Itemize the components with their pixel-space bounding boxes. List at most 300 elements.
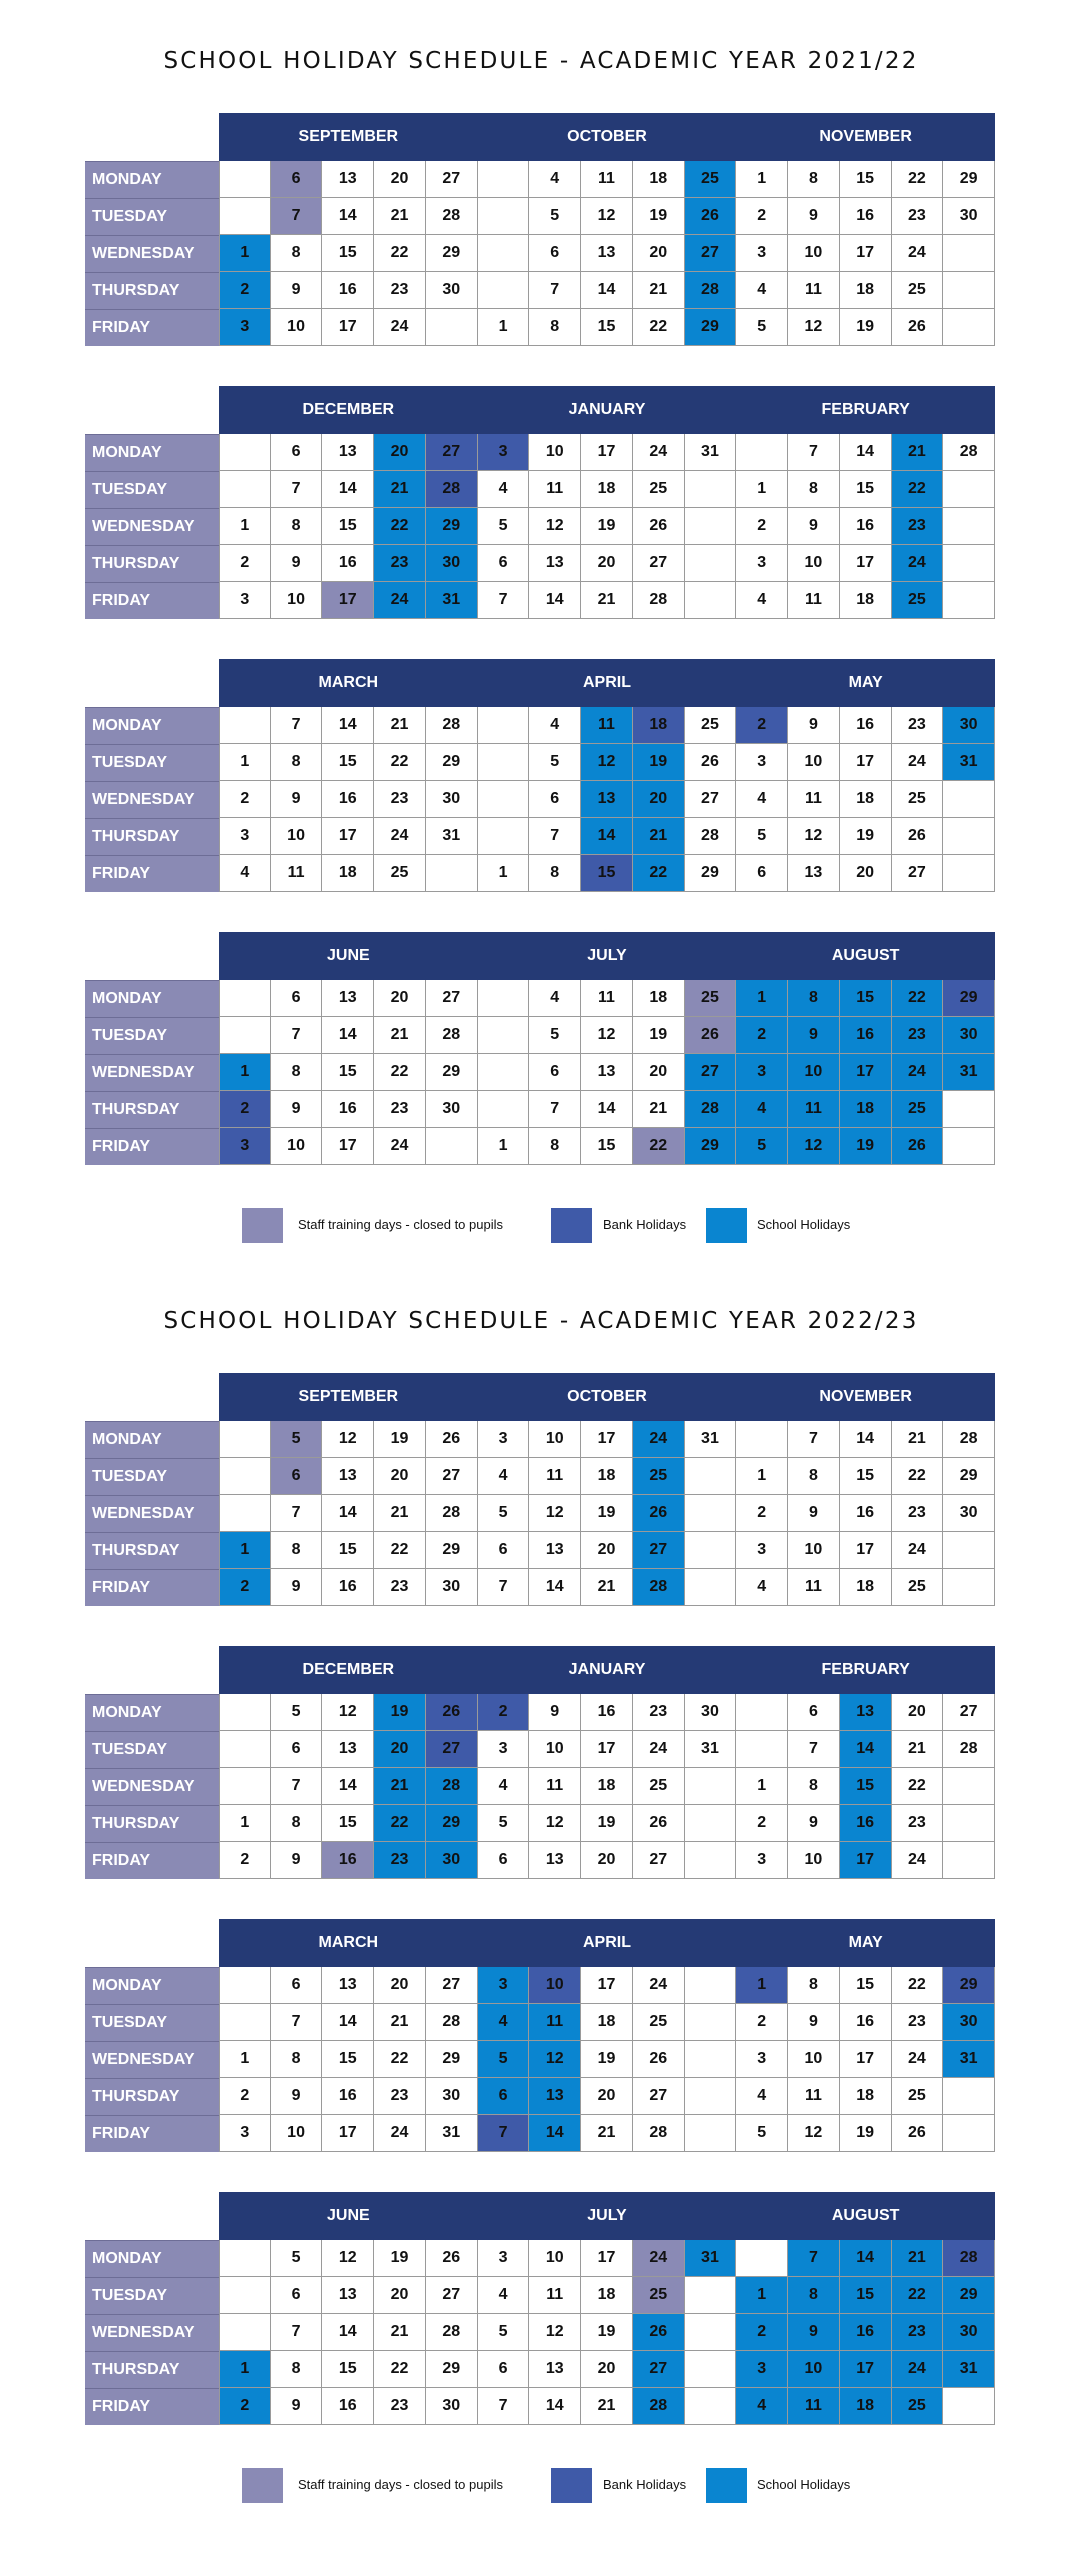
date-cell: 26 <box>633 2041 685 2078</box>
month-header: MAY <box>736 659 995 707</box>
date-cell: 13 <box>840 1694 892 1731</box>
date-cell: 16 <box>322 781 374 818</box>
date-cell <box>736 1731 788 1768</box>
date-cell: 7 <box>271 198 323 235</box>
date-cell: 24 <box>374 309 426 346</box>
calendar-table <box>85 386 995 620</box>
month-header: JANUARY <box>478 386 737 434</box>
academic-year-1 <box>0 0 1082 1260</box>
date-cell: 1 <box>736 1768 788 1805</box>
weekday-label: WEDNESDAY <box>85 1054 219 1091</box>
date-cell: 30 <box>943 707 995 744</box>
date-cell <box>685 1768 737 1805</box>
date-cell: 27 <box>685 781 737 818</box>
month-header: FEBRUARY <box>736 386 995 434</box>
date-cell: 17 <box>322 1128 374 1165</box>
date-cell: 10 <box>529 1967 581 2004</box>
date-cell: 27 <box>426 1967 478 2004</box>
date-cell: 30 <box>943 198 995 235</box>
date-cell: 7 <box>529 272 581 309</box>
date-cell: 8 <box>788 1967 840 2004</box>
date-cell: 29 <box>943 980 995 1017</box>
date-cell: 5 <box>529 198 581 235</box>
date-cell <box>943 2078 995 2115</box>
date-cell: 18 <box>840 2388 892 2425</box>
date-cell <box>943 309 995 346</box>
date-cell: 15 <box>322 508 374 545</box>
date-cell: 10 <box>529 1421 581 1458</box>
date-cell: 11 <box>788 272 840 309</box>
date-cell: 24 <box>633 434 685 471</box>
date-cell: 6 <box>271 161 323 198</box>
date-cell: 27 <box>943 1694 995 1731</box>
date-cell <box>219 2004 271 2041</box>
date-cell <box>219 2314 271 2351</box>
date-cell: 18 <box>633 707 685 744</box>
date-cell: 27 <box>633 545 685 582</box>
date-cell: 21 <box>374 2314 426 2351</box>
date-cell: 23 <box>374 1842 426 1879</box>
date-cell: 21 <box>374 1768 426 1805</box>
date-cell: 10 <box>788 2351 840 2388</box>
calendar-table <box>85 2192 995 2426</box>
date-cell: 14 <box>529 2388 581 2425</box>
date-cell: 19 <box>581 2041 633 2078</box>
date-cell: 17 <box>840 744 892 781</box>
date-cell: 2 <box>736 508 788 545</box>
date-cell: 4 <box>736 272 788 309</box>
date-cell: 24 <box>633 1421 685 1458</box>
date-cell: 1 <box>478 855 530 892</box>
date-cell: 12 <box>529 1495 581 1532</box>
date-cell: 29 <box>685 1128 737 1165</box>
date-cell <box>478 818 530 855</box>
date-cell: 22 <box>633 309 685 346</box>
date-cell: 22 <box>892 980 944 1017</box>
date-cell: 14 <box>322 2314 374 2351</box>
date-cell: 26 <box>426 2240 478 2277</box>
date-cell: 26 <box>892 2115 944 2152</box>
date-cell: 9 <box>788 508 840 545</box>
date-cell <box>943 2388 995 2425</box>
date-cell: 2 <box>736 2004 788 2041</box>
date-cell: 2 <box>219 1091 271 1128</box>
date-cell: 31 <box>943 1054 995 1091</box>
date-cell: 16 <box>581 1694 633 1731</box>
date-cell <box>943 1768 995 1805</box>
date-cell: 20 <box>374 980 426 1017</box>
date-cell <box>219 161 271 198</box>
date-cell: 18 <box>840 1569 892 1606</box>
date-cell: 18 <box>581 471 633 508</box>
date-cell <box>943 471 995 508</box>
date-cell: 3 <box>736 235 788 272</box>
date-cell <box>219 1967 271 2004</box>
date-cell: 24 <box>892 235 944 272</box>
date-cell: 30 <box>426 545 478 582</box>
date-cell: 22 <box>892 1768 944 1805</box>
date-cell: 15 <box>581 309 633 346</box>
date-cell: 4 <box>529 707 581 744</box>
weekday-label: MONDAY <box>85 707 219 744</box>
date-cell: 21 <box>374 1495 426 1532</box>
date-cell: 21 <box>892 2240 944 2277</box>
legend-label-staff: Staff training days - closed to pupils <box>298 2477 503 2492</box>
date-cell: 17 <box>581 2240 633 2277</box>
date-cell: 9 <box>271 1091 323 1128</box>
date-cell <box>219 1731 271 1768</box>
date-cell: 18 <box>840 2078 892 2115</box>
date-cell: 25 <box>685 980 737 1017</box>
month-header: JULY <box>478 2192 737 2240</box>
date-cell: 18 <box>581 2277 633 2314</box>
date-cell: 10 <box>529 2240 581 2277</box>
date-cell: 11 <box>788 781 840 818</box>
date-cell: 14 <box>529 1569 581 1606</box>
date-cell: 3 <box>736 744 788 781</box>
date-cell: 22 <box>374 1805 426 1842</box>
date-cell: 5 <box>478 1805 530 1842</box>
date-cell: 2 <box>736 1805 788 1842</box>
weekday-label: THURSDAY <box>85 818 219 855</box>
date-cell <box>219 2277 271 2314</box>
date-cell: 18 <box>840 1091 892 1128</box>
date-cell: 23 <box>374 1091 426 1128</box>
date-cell: 8 <box>271 235 323 272</box>
date-cell <box>943 1532 995 1569</box>
month-header: AUGUST <box>736 932 995 980</box>
date-cell <box>685 1967 737 2004</box>
date-cell: 24 <box>892 545 944 582</box>
date-cell: 6 <box>271 1731 323 1768</box>
date-cell: 5 <box>271 1694 323 1731</box>
weekday-label: WEDNESDAY <box>85 508 219 545</box>
date-cell <box>943 272 995 309</box>
calendar-table <box>85 1373 995 1607</box>
legend-swatch-bank <box>551 1208 592 1243</box>
date-cell: 7 <box>271 2314 323 2351</box>
date-cell: 27 <box>426 161 478 198</box>
date-cell: 10 <box>788 1054 840 1091</box>
date-cell: 19 <box>581 1495 633 1532</box>
date-cell: 10 <box>788 1842 840 1879</box>
date-cell: 24 <box>892 1054 944 1091</box>
date-cell: 30 <box>426 2388 478 2425</box>
date-cell: 17 <box>840 1532 892 1569</box>
date-cell: 11 <box>581 980 633 1017</box>
date-cell: 6 <box>271 1458 323 1495</box>
date-cell: 30 <box>426 781 478 818</box>
date-cell: 29 <box>426 235 478 272</box>
date-cell: 1 <box>219 1805 271 1842</box>
date-cell: 22 <box>374 744 426 781</box>
date-cell <box>943 235 995 272</box>
date-cell: 12 <box>581 744 633 781</box>
date-cell: 16 <box>322 272 374 309</box>
weekday-label: WEDNESDAY <box>85 2314 219 2351</box>
date-cell: 13 <box>529 2351 581 2388</box>
date-cell: 28 <box>685 1091 737 1128</box>
date-cell: 29 <box>943 1967 995 2004</box>
weekday-label: FRIDAY <box>85 1128 219 1165</box>
date-cell: 4 <box>478 1768 530 1805</box>
date-cell: 11 <box>581 161 633 198</box>
date-cell: 20 <box>581 1842 633 1879</box>
month-header: JANUARY <box>478 1646 737 1694</box>
date-cell: 15 <box>840 1458 892 1495</box>
date-cell: 16 <box>840 508 892 545</box>
date-cell: 20 <box>374 2277 426 2314</box>
legend <box>0 2468 1082 2504</box>
date-cell: 8 <box>529 309 581 346</box>
date-cell: 1 <box>736 471 788 508</box>
date-cell: 19 <box>581 508 633 545</box>
date-cell: 25 <box>633 1768 685 1805</box>
date-cell: 9 <box>788 707 840 744</box>
date-cell: 2 <box>219 781 271 818</box>
date-cell: 14 <box>322 707 374 744</box>
date-cell: 31 <box>685 1421 737 1458</box>
date-cell: 7 <box>788 1731 840 1768</box>
date-cell: 2 <box>219 2078 271 2115</box>
legend-label-bank: Bank Holidays <box>603 2477 687 2492</box>
date-cell: 17 <box>840 2351 892 2388</box>
date-cell <box>478 198 530 235</box>
date-cell: 27 <box>633 2351 685 2388</box>
date-cell <box>736 2240 788 2277</box>
date-cell: 30 <box>943 1495 995 1532</box>
date-cell: 6 <box>271 980 323 1017</box>
date-cell: 27 <box>685 235 737 272</box>
date-cell: 12 <box>322 2240 374 2277</box>
date-cell: 2 <box>219 272 271 309</box>
date-cell <box>685 2004 737 2041</box>
date-cell: 12 <box>529 2314 581 2351</box>
date-cell: 6 <box>478 1842 530 1879</box>
date-cell: 4 <box>736 2388 788 2425</box>
weekday-label: TUESDAY <box>85 471 219 508</box>
date-cell: 5 <box>478 2041 530 2078</box>
date-cell: 11 <box>788 582 840 619</box>
month-header: OCTOBER <box>478 1373 737 1421</box>
date-cell: 25 <box>892 2388 944 2425</box>
date-cell: 3 <box>736 1532 788 1569</box>
date-cell: 6 <box>271 2277 323 2314</box>
weekday-label: THURSDAY <box>85 1091 219 1128</box>
date-cell: 7 <box>271 2004 323 2041</box>
legend <box>0 1208 1082 1244</box>
date-cell: 14 <box>840 1731 892 1768</box>
date-cell: 14 <box>322 471 374 508</box>
weekday-label: MONDAY <box>85 1421 219 1458</box>
date-cell: 23 <box>892 1805 944 1842</box>
date-cell: 3 <box>736 545 788 582</box>
date-cell: 13 <box>322 161 374 198</box>
date-cell: 22 <box>892 1967 944 2004</box>
weekday-label: MONDAY <box>85 161 219 198</box>
date-cell: 27 <box>633 1842 685 1879</box>
date-cell: 13 <box>322 434 374 471</box>
date-cell: 17 <box>322 582 374 619</box>
date-cell: 20 <box>581 2351 633 2388</box>
date-cell: 19 <box>633 1017 685 1054</box>
date-cell: 30 <box>943 2314 995 2351</box>
date-cell: 27 <box>426 1731 478 1768</box>
date-cell: 9 <box>271 2078 323 2115</box>
calendar-table <box>85 932 995 1166</box>
date-cell: 21 <box>581 582 633 619</box>
date-cell: 10 <box>788 1532 840 1569</box>
date-cell: 2 <box>219 2388 271 2425</box>
date-cell: 8 <box>788 1458 840 1495</box>
weekday-label: MONDAY <box>85 980 219 1017</box>
date-cell <box>943 1128 995 1165</box>
date-cell: 19 <box>633 198 685 235</box>
date-cell: 20 <box>633 1054 685 1091</box>
date-cell: 8 <box>271 1805 323 1842</box>
date-cell: 26 <box>633 508 685 545</box>
date-cell: 15 <box>322 1532 374 1569</box>
date-cell: 9 <box>271 545 323 582</box>
calendar-table <box>85 1919 995 2153</box>
date-cell <box>478 980 530 1017</box>
date-cell <box>219 1458 271 1495</box>
date-cell: 26 <box>685 1017 737 1054</box>
date-cell: 16 <box>322 2078 374 2115</box>
date-cell: 22 <box>892 471 944 508</box>
date-cell <box>685 2277 737 2314</box>
date-cell: 12 <box>788 2115 840 2152</box>
legend-swatch-staff <box>242 2468 283 2503</box>
date-cell: 25 <box>892 781 944 818</box>
date-cell <box>478 161 530 198</box>
date-cell: 16 <box>840 1805 892 1842</box>
date-cell: 6 <box>478 2351 530 2388</box>
date-cell: 23 <box>892 707 944 744</box>
date-cell: 5 <box>271 1421 323 1458</box>
date-cell: 28 <box>426 471 478 508</box>
date-cell <box>478 744 530 781</box>
date-cell: 25 <box>892 272 944 309</box>
date-cell: 28 <box>426 1495 478 1532</box>
date-cell <box>219 2240 271 2277</box>
date-cell: 28 <box>426 1017 478 1054</box>
date-cell: 29 <box>426 508 478 545</box>
date-cell: 23 <box>892 2314 944 2351</box>
date-cell <box>685 1569 737 1606</box>
date-cell: 24 <box>374 1128 426 1165</box>
date-cell: 30 <box>426 2078 478 2115</box>
date-cell: 29 <box>426 2041 478 2078</box>
weekday-label: TUESDAY <box>85 2277 219 2314</box>
date-cell: 10 <box>271 582 323 619</box>
date-cell: 17 <box>581 1421 633 1458</box>
date-cell: 28 <box>426 2314 478 2351</box>
date-cell: 1 <box>219 744 271 781</box>
date-cell: 24 <box>892 1842 944 1879</box>
date-cell: 15 <box>840 471 892 508</box>
date-cell <box>219 1421 271 1458</box>
date-cell <box>685 1805 737 1842</box>
date-cell: 5 <box>736 2115 788 2152</box>
date-cell: 24 <box>892 2041 944 2078</box>
date-cell <box>685 1842 737 1879</box>
date-cell <box>478 1054 530 1091</box>
date-cell: 21 <box>892 434 944 471</box>
weekday-label: THURSDAY <box>85 1532 219 1569</box>
date-cell: 28 <box>426 1768 478 1805</box>
legend-swatch-school <box>706 2468 747 2503</box>
date-cell: 23 <box>892 508 944 545</box>
date-cell: 5 <box>736 818 788 855</box>
date-cell: 25 <box>374 855 426 892</box>
date-cell: 6 <box>478 1532 530 1569</box>
date-cell: 12 <box>322 1694 374 1731</box>
date-cell: 16 <box>840 2004 892 2041</box>
date-cell: 23 <box>374 781 426 818</box>
date-cell: 23 <box>633 1694 685 1731</box>
date-cell: 8 <box>271 744 323 781</box>
date-cell: 18 <box>581 1768 633 1805</box>
date-cell: 20 <box>581 1532 633 1569</box>
date-cell: 11 <box>529 1458 581 1495</box>
date-cell: 22 <box>374 1532 426 1569</box>
date-cell: 5 <box>529 744 581 781</box>
date-cell: 13 <box>529 1532 581 1569</box>
date-cell: 8 <box>788 471 840 508</box>
date-cell: 14 <box>322 1495 374 1532</box>
date-cell: 6 <box>271 434 323 471</box>
date-cell <box>478 235 530 272</box>
date-cell: 2 <box>736 1495 788 1532</box>
date-cell: 4 <box>529 161 581 198</box>
date-cell: 14 <box>322 2004 374 2041</box>
date-cell: 19 <box>840 2115 892 2152</box>
date-cell <box>685 2314 737 2351</box>
date-cell: 27 <box>633 2078 685 2115</box>
date-cell: 20 <box>374 434 426 471</box>
date-cell: 7 <box>478 1569 530 1606</box>
date-cell: 21 <box>892 1421 944 1458</box>
date-cell: 14 <box>581 272 633 309</box>
date-cell: 3 <box>219 2115 271 2152</box>
date-cell: 8 <box>788 1768 840 1805</box>
date-cell: 28 <box>685 818 737 855</box>
date-cell: 5 <box>478 2314 530 2351</box>
date-cell: 20 <box>633 235 685 272</box>
date-cell: 21 <box>374 471 426 508</box>
date-cell <box>219 471 271 508</box>
date-cell: 15 <box>322 235 374 272</box>
date-cell: 24 <box>374 582 426 619</box>
date-cell <box>943 1091 995 1128</box>
month-header: MAY <box>736 1919 995 1967</box>
date-cell: 22 <box>374 2351 426 2388</box>
date-cell: 15 <box>581 1128 633 1165</box>
date-cell <box>943 2115 995 2152</box>
legend-swatch-bank <box>551 2468 592 2503</box>
date-cell: 1 <box>736 1458 788 1495</box>
date-cell: 4 <box>478 2004 530 2041</box>
date-cell: 13 <box>581 235 633 272</box>
date-cell: 11 <box>529 2277 581 2314</box>
date-cell: 10 <box>271 818 323 855</box>
weekday-label: FRIDAY <box>85 2388 219 2425</box>
date-cell: 28 <box>943 1421 995 1458</box>
date-cell: 6 <box>478 545 530 582</box>
date-cell: 6 <box>529 1054 581 1091</box>
calendar-table <box>85 1646 995 1880</box>
